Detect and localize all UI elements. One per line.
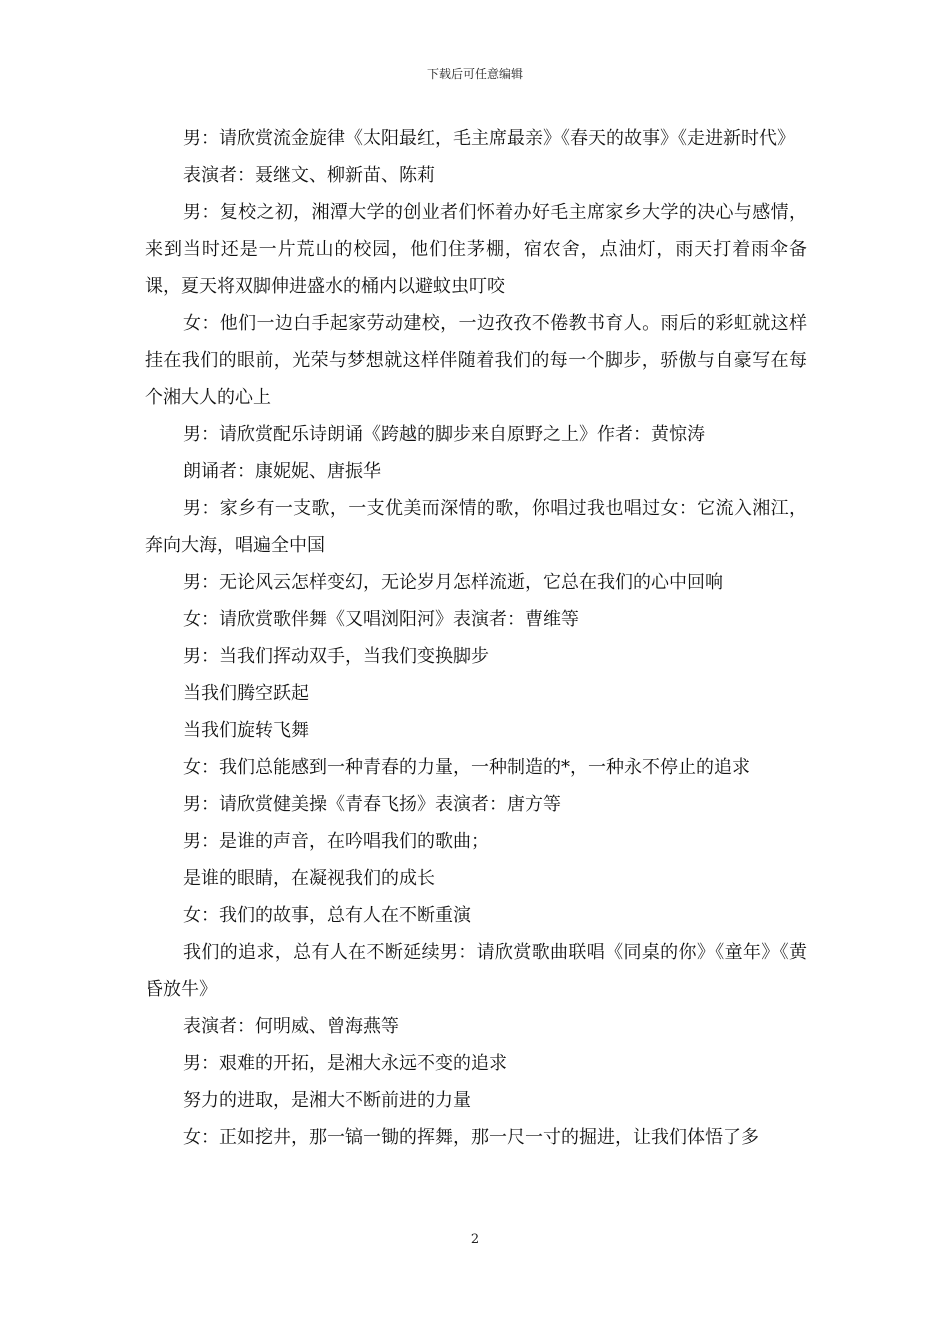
paragraph: 女：他们一边白手起家劳动建校，一边孜孜不倦教书育人。雨后的彩虹就这样挂在我们的眼前，光荣与梦想就这样伴随着我们的每一个脚步，骄傲与自豪写在每个湘大人的心上 xyxy=(145,313,807,408)
paragraph: 男：艰难的开拓，是湘大永远不变的追求 xyxy=(183,1053,507,1074)
paragraph: 表演者：何明威、曾海燕等 xyxy=(183,1016,399,1037)
page-number: 2 xyxy=(470,1232,480,1247)
paragraph: 是谁的眼睛，在凝视我们的成长 xyxy=(183,868,435,889)
paragraph: 女：请欣赏歌伴舞《又唱浏阳河》表演者：曹维等 xyxy=(183,609,579,630)
paragraph: 女：我们总能感到一种青春的力量，一种制造的*，一种永不停止的追求 xyxy=(183,757,750,778)
paragraph: 男：无论风云怎样变幻，无论岁月怎样流逝，它总在我们的心中回响 xyxy=(183,572,723,593)
page-header: 下载后可任意编辑 xyxy=(426,67,523,81)
paragraph: 我们的追求，总有人在不断延续男：请欣赏歌曲联唱《同桌的你》《童年》《黄昏放牛》 xyxy=(145,942,807,1000)
paragraph: 男：请欣赏健美操《青春飞扬》表演者：唐方等 xyxy=(183,794,561,815)
paragraph: 表演者：聂继文、柳新苗、陈莉 xyxy=(183,165,435,186)
body-text xyxy=(145,120,807,1156)
paragraph: 当我们旋转飞舞 xyxy=(183,720,309,741)
paragraph: 女：我们的故事，总有人在不断重演 xyxy=(183,905,471,926)
paragraph: 男：当我们挥动双手，当我们变换脚步 xyxy=(183,646,489,667)
paragraph: 男：家乡有一支歌，一支优美而深情的歌，你唱过我也唱过女：它流入湘江，奔向大海，唱遍全中国 xyxy=(145,498,807,556)
paragraph: 努力的进取，是湘大不断前进的力量 xyxy=(183,1090,471,1111)
paragraph: 男：请欣赏流金旋律《太阳最红，毛主席最亲》《春天的故事》《走进新时代》 xyxy=(183,128,795,149)
paragraph: 当我们腾空跃起 xyxy=(183,683,309,704)
paragraph: 男：请欣赏配乐诗朗诵《跨越的脚步来自原野之上》作者：黄惊涛 xyxy=(183,424,705,445)
paragraph: 女：正如挖井，那一镐一锄的挥舞，那一尺一寸的掘进，让我们体悟了多 xyxy=(183,1127,759,1148)
paragraph: 男：是谁的声音，在吟唱我们的歌曲； xyxy=(183,831,489,852)
paragraph: 男：复校之初，湘潭大学的创业者们怀着办好毛主席家乡大学的决心与感情，来到当时还是一片荒山的校园，他们住茅棚，宿农舍，点油灯，雨天打着雨伞备课，夏天将双脚伸进盛水的桶内以避蚊虫叮咬 xyxy=(145,202,807,297)
paragraph: 朗诵者：康妮妮、唐振华 xyxy=(183,461,381,482)
